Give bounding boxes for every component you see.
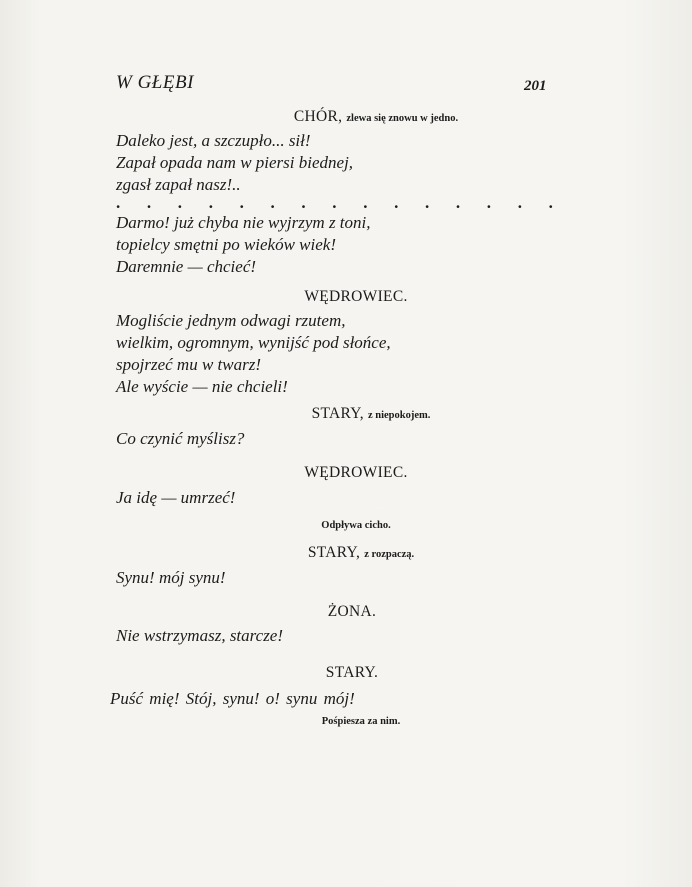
speaker-heading (0, 108, 692, 126)
verse-line: Mogliście jednym odwagi rzutem, (116, 311, 346, 330)
verse-line: zgasł zapał nasz!.. (116, 175, 241, 194)
verse-stanza (116, 130, 353, 196)
speaker-heading (0, 664, 692, 682)
verse-stanza (116, 428, 244, 450)
speaker-heading (0, 544, 692, 562)
verse-line: spojrzeć mu w twarz! (116, 355, 261, 374)
speaker-heading (0, 603, 692, 621)
speaker-heading (0, 405, 692, 423)
stage-direction: z niepokojem. (367, 410, 431, 421)
stage-direction: Pośpiesza za nim. (321, 716, 401, 727)
verse-line: Daremnie — chcieć! (116, 257, 257, 276)
page-number: 201 (524, 78, 547, 94)
verse-stanza (116, 487, 235, 509)
speaker-name: WĘDROWIEC. (304, 464, 408, 481)
verse-stanza (110, 688, 355, 710)
verse-stanza (116, 625, 283, 647)
stage-direction: z rozpaczą. (364, 549, 415, 560)
verse-line: Zapał opada nam w piersi biednej, (116, 153, 354, 172)
speaker-name: ŻONA. (327, 603, 377, 620)
verse-line: Synu! mój synu! (116, 568, 226, 587)
verse-stanza (116, 310, 391, 398)
verse-line: wielkim, ogromnym, wynijść pod słońce, (116, 333, 391, 352)
stage-direction-line (0, 515, 692, 533)
verse-line: Co czynić myślisz? (116, 429, 245, 448)
speaker-heading (0, 288, 692, 306)
speaker-heading (0, 464, 692, 482)
verse-line: Ale wyście — nie chcieli! (116, 377, 288, 396)
running-header-title: W GŁĘBI (116, 72, 194, 93)
verse-stanza (116, 212, 371, 278)
speaker-name: WĘDROWIEC. (304, 288, 408, 305)
verse-stanza (116, 567, 226, 589)
verse-line: Ja idę — umrzeć! (116, 488, 236, 507)
verse-line: Darmo! już chyba nie wyjrzym z toni, (116, 213, 371, 232)
verse-line: Puść mię! Stój, synu! o! synu mój! (110, 689, 355, 708)
verse-line: Daleko jest, a szczupło... sił! (116, 131, 311, 150)
stage-direction: zlewa się znowu w jedno. (346, 113, 459, 124)
ellipsis-dots: . . . . . . . . . . . . . . . (116, 193, 565, 212)
stage-direction-line (0, 711, 692, 729)
stage-direction: Odpływa cicho. (321, 520, 391, 531)
speaker-name: CHÓR, (293, 108, 343, 125)
verse-line: Nie wstrzymasz, starcze! (116, 626, 284, 645)
speaker-name: STARY, (307, 544, 361, 561)
speaker-name: STARY, (311, 405, 364, 422)
speaker-name: STARY. (325, 664, 379, 681)
verse-line: topielcy smętni po wieków wiek! (116, 235, 336, 254)
